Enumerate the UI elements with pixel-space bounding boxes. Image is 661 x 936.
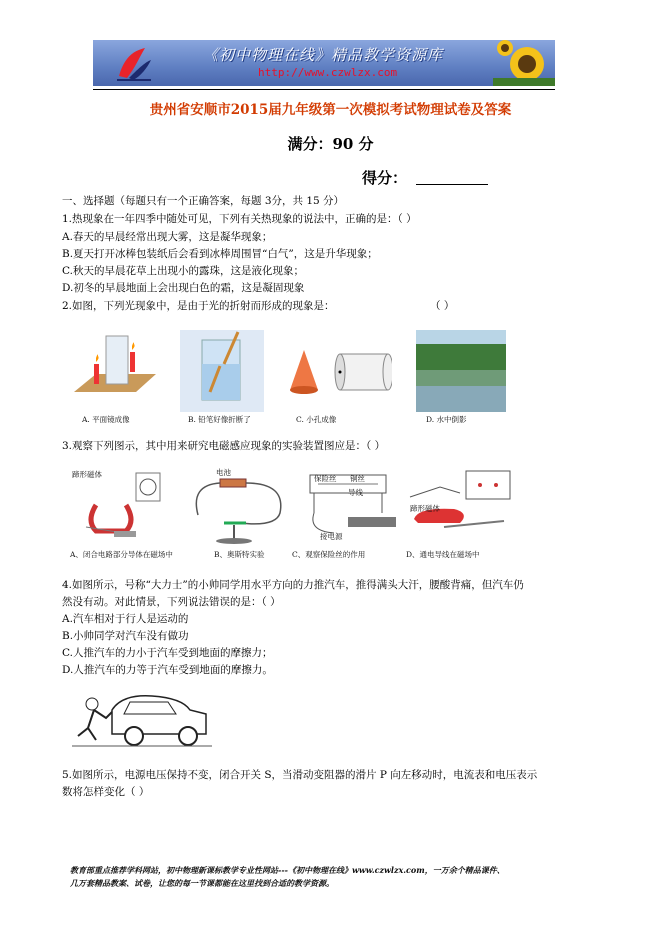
score-blank-line [416, 184, 488, 185]
banner-title: 《初中物理在线》精品教学资源库 [203, 46, 444, 64]
q3-label-magnet-a: 蹄形磁体 [72, 470, 102, 479]
q3-caption-a: A、闭合电路部分导体在磁场中 [70, 550, 173, 559]
q2-stem: 2.如图，下列光现象中，是由于光的折射而形成的现象是： [62, 300, 335, 312]
q4-stem-line2: 然没有动。对此情景，下列说法错误的是：（ ） [62, 596, 281, 608]
q3-caption-b: B、奥斯特实验 [214, 550, 265, 559]
q1-option-c: C.秋天的早晨花草上出现小的露珠，这是液化现象； [62, 265, 304, 277]
page-title: 贵州省安顺市2015届九年级第一次模拟考试物理试卷及答案 [149, 102, 512, 118]
header-banner [93, 40, 555, 86]
q1-stem: 1.热现象在一年四季中随处可见，下列有关热现象的说法中，正确的是：（ ） [62, 213, 417, 225]
total-score: 满分：90 分 [287, 135, 374, 153]
q3-label-fuse: 保险丝 [314, 474, 337, 483]
q3-stem: 3.观察下列图示，其中用来研究电磁感应现象的实验装置图应是：（ ） [62, 440, 386, 452]
boy-pushing-car-image [72, 690, 212, 752]
footer-line-2: 几万套精品教案、试卷，让您的每一节课都能在这里找到合适的教学资源。 [70, 878, 334, 888]
q3-caption-c: C、观察保险丝的作用 [292, 550, 366, 559]
q1-option-a: A.春天的早晨经常出现大雾，这是凝华现象； [62, 231, 273, 243]
section-heading: 一、选择题（每题只有一个正确答案，每题 3分，共 15 分） [62, 195, 345, 207]
q4-stem-line1: 4.如图所示，号称“大力士”的小帅同学用水平方向的力推汽车，推得满头大汗，腰酸背痛，但汽车仍 [62, 579, 524, 591]
q3-figure [66, 465, 520, 560]
q3-label-battery: 电池 [216, 468, 231, 477]
q2-answer-paren: （ ） [430, 300, 455, 312]
q2-caption-a: A. 平面镜成像 [82, 415, 130, 424]
q4-option-a: A.汽车相对于行人是运动的 [62, 613, 189, 625]
q2-caption-c: C. 小孔成像 [296, 415, 337, 424]
header-divider [93, 89, 555, 90]
q3-label-wire: 导线 [348, 488, 363, 497]
q2-caption-b: B. 铅笔好像折断了 [188, 415, 251, 424]
pinhole-image [282, 330, 392, 412]
oersted-image [186, 465, 292, 545]
q3-label-copper: 铜丝 [350, 474, 365, 483]
q3-label-power: 接电源 [320, 532, 343, 541]
footer-line-1: 教育部重点推荐学科网站，初中物理新课标教学专业性网站---《初中物理在线》www.czwlzx.com，一万余个精品课件、 [70, 865, 505, 875]
q4-option-d: D.人推汽车的力等于汽车受到地面的摩擦力。 [62, 664, 273, 676]
q4-option-c: C.人推汽车的力小于汽车受到地面的摩擦力； [62, 647, 273, 659]
q1-option-d: D.初冬的早晨地面上会出现白色的霜，这是凝固现象 [62, 282, 305, 294]
mirror-candles-image [66, 330, 166, 412]
sunflower-icon [493, 40, 555, 86]
site-logo-icon [115, 44, 155, 82]
q3-label-magnet-d: 蹄形磁体 [410, 504, 440, 513]
q5-stem-line1: 5.如图所示，电源电压保持不变，闭合开关 S，当滑动变阻器的滑片 P 向左移动时，电流表和电压表示 [62, 769, 538, 781]
q1-option-b: B.夏天打开冰棒包装纸后会看到冰棒周围冒“白气”，这是升华现象； [62, 248, 378, 260]
page-footer [70, 864, 600, 890]
q5-stem-line2: 数将怎样变化（ ） [62, 786, 150, 798]
water-reflection-image [416, 330, 506, 412]
score-label: 得分： [362, 169, 408, 187]
q2-figure [66, 330, 506, 428]
q4-option-b: B.小帅同学对汽车没有做功 [62, 630, 189, 642]
q3-caption-d: D、通电导线在磁场中 [406, 550, 480, 559]
q2-caption-d: D. 水中倒影 [426, 415, 467, 424]
banner-url[interactable]: http://www.czwlzx.com [258, 66, 398, 79]
pencil-glass-image [180, 330, 264, 412]
